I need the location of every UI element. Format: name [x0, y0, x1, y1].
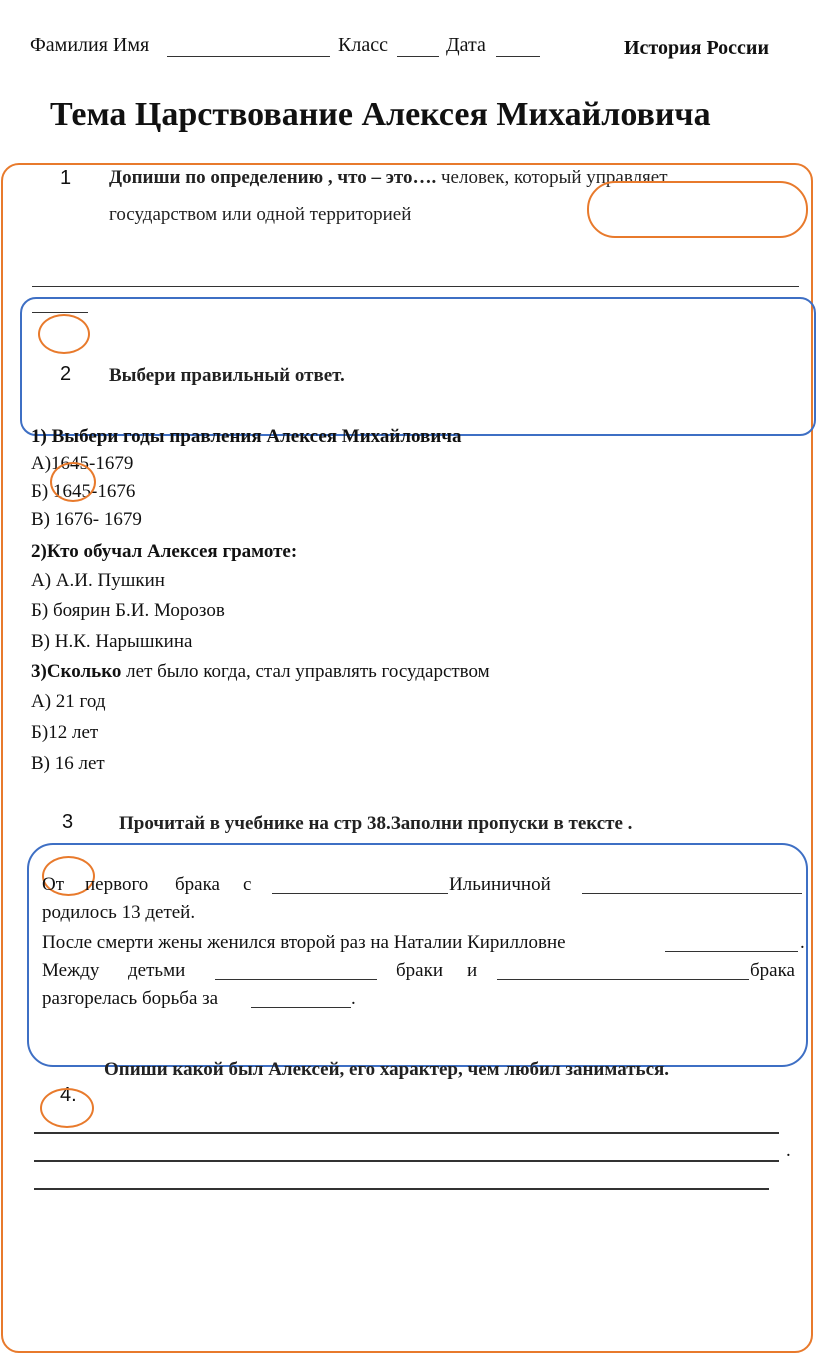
task4-answer-line-1[interactable] [34, 1132, 779, 1134]
question-3-bold: 3)Сколько [31, 661, 122, 682]
fill-word-detmi: детьми [128, 960, 186, 981]
name-blank[interactable] [167, 56, 330, 57]
name-label: Фамилия Имя [30, 34, 150, 56]
fill-word-s: с [243, 874, 252, 895]
fill-text-line5: разгорелась борьба за [42, 988, 219, 1009]
task1-answer-line[interactable] [32, 286, 799, 287]
answer-circle [50, 462, 96, 502]
fill-blank-2[interactable] [582, 893, 802, 894]
question-2-option-b[interactable]: Б) боярин Б.И. Морозов [31, 600, 225, 621]
task2-heading: Выбери правильный ответ. [109, 365, 345, 386]
question-2-option-c[interactable]: В) Н.К. Нарышкина [31, 631, 193, 652]
task4-number: 4. [60, 1084, 77, 1106]
fill-word-braka-2: брака [750, 960, 795, 981]
subject-label: История России [624, 37, 769, 59]
question-1-option-a[interactable]: А)1645-1679 [31, 453, 134, 474]
task4-heading: Опиши какой был Алексей, его характер, чем любил заниматься. [104, 1059, 670, 1080]
fill-text-line1-start [42, 874, 64, 896]
task1-prompt [109, 167, 668, 189]
fill-word-braki: браки [396, 960, 443, 981]
answer-oval [587, 181, 808, 238]
fill-blank-5[interactable] [497, 979, 749, 980]
fill-word-mezhdu: Между [42, 960, 100, 981]
fill-text-line3: После смерти жены женился второй раз на Наталии Кирилловне [42, 932, 566, 953]
fill-blank-3[interactable] [665, 951, 798, 952]
date-blank[interactable] [496, 56, 540, 57]
fill-blank-1[interactable] [272, 893, 448, 894]
task4-dot: . [786, 1140, 791, 1161]
fill-word-i: и [467, 960, 478, 981]
question-3-option-a[interactable]: А) 21 год [31, 691, 106, 712]
task1-prompt-rest: человек, который управляет [441, 167, 668, 188]
class-blank[interactable] [397, 56, 439, 57]
question-3 [31, 661, 490, 683]
task1-prompt-line2: государством или одной территорией [109, 204, 412, 225]
fill-text-line2: родилось 13 детей. [42, 902, 196, 923]
task2-number: 2 [60, 363, 72, 385]
question-3-option-b[interactable]: Б)12 лет [31, 722, 99, 743]
task1-prompt-bold: Допиши по определению , что – это…. [109, 167, 437, 188]
task4-answer-line-3[interactable] [34, 1188, 769, 1190]
fill-word-pervogo: первого [85, 874, 149, 895]
fill-word-ilinichnoy: Ильиничной [449, 874, 551, 895]
question-1: 1) Выбери годы правления Алексея Михайловича [31, 426, 462, 447]
date-label: Дата [446, 34, 486, 56]
task4-answer-line-2[interactable] [34, 1160, 779, 1162]
fill-blank-6[interactable] [251, 1007, 351, 1008]
page-title: Тема Царствование Алексея Михайловича [50, 96, 711, 133]
fill-word-ot: От [42, 874, 65, 895]
question-2-option-a[interactable]: А) А.И. Пушкин [31, 570, 165, 591]
question-2: 2)Кто обучал Алексея грамоте: [31, 541, 298, 562]
task3-number: 3 [62, 811, 74, 833]
task2-mark-circle [38, 314, 90, 354]
task1-number: 1 [60, 167, 72, 189]
fill-blank-4[interactable] [215, 979, 377, 980]
fill-line3-dot: . [800, 932, 805, 953]
task3-heading: Прочитай в учебнике на стр 38.Заполни пропуски в тексте . [119, 813, 633, 834]
fill-line5-dot: . [351, 988, 356, 1009]
task4-mark-circle [40, 1088, 94, 1128]
question-1-option-c[interactable]: В) 1676- 1679 [31, 509, 142, 530]
question-3-rest: лет было когда, стал управлять государством [126, 661, 490, 682]
question-1-option-b[interactable]: Б) 1645-1676 [31, 481, 136, 502]
question-3-option-c[interactable]: В) 16 лет [31, 753, 105, 774]
fill-word-braka: брака [175, 874, 220, 895]
class-label: Класс [338, 34, 388, 56]
